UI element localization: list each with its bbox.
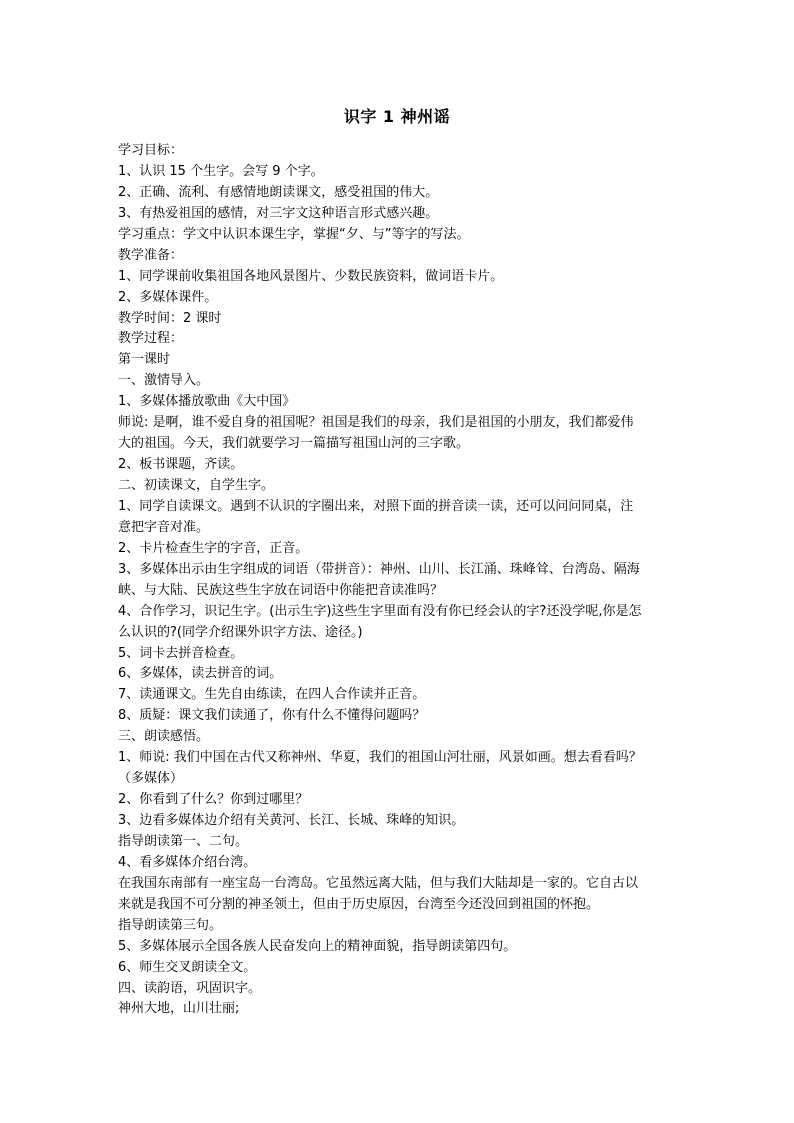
text-line: 一、激情导入。 (118, 373, 210, 389)
text-line: 2、卡片检查生字的字音，正音。 (118, 540, 309, 556)
text-line: 2、你看到了什么？你到过哪里？ (118, 792, 309, 808)
document-body (118, 141, 680, 1020)
text-line: 师说: 是啊，谁不爱自身的祖国呢？祖国是我们的母亲，我们是祖国的小朋友，我们都爱伟 (118, 415, 634, 431)
text-line: 1、认识 15 个生字。会写 9 个字。 (118, 163, 324, 179)
text-line: 大的祖国。今天，我们就要学习一篇描写祖国山河的三字歌。 (118, 436, 470, 452)
text-line: 峡、与大陆、民族这些生字放在词语中你能把音读准吗？ (118, 582, 444, 598)
text-line: 么认识的?(同学介绍课外识字方法、途径。) (118, 624, 363, 640)
text-line: 5、词卡去拼音检查。 (118, 645, 244, 661)
text-line: 5、多媒体展示全国各族人民奋发向上的精神面貌，指导朗读第四句。 (118, 938, 517, 954)
text-line: 3、边看多媒体边介绍有关黄河、长江、长城、珠峰的知识。 (118, 813, 465, 828)
text-line: 3、有热爱祖国的感情，对三字文这种语言形式感兴趣。 (118, 205, 439, 221)
text-line: 6、多媒体，读去拼音的词。 (118, 666, 283, 682)
text-line: 教学时间：2 课时 (118, 310, 222, 326)
text-line: 2、正确、流利、有感情地朗读课文，感受祖国的伟大。 (118, 184, 439, 200)
text-line: 教学过程： (118, 331, 184, 347)
text-line: 教学准备： (118, 247, 184, 263)
text-line: 神州大地，山川壮丽; (118, 1001, 240, 1017)
text-line: 三、朗读感悟。 (118, 729, 210, 745)
text-line: 来就是我国不可分割的神圣领土，但由于历史原因，台湾至今还没回到祖国的怀抱。 (118, 896, 600, 912)
text-line: 第一课时 (118, 352, 171, 368)
text-line: 四、读韵语，巩固识字。 (118, 980, 262, 996)
text-line: 1、同学自读课文。遇到不认识的字圈出来，对照下面的拼音读一读，还可以问问同桌，注 (118, 498, 634, 514)
text-line: 指导朗读第三句。 (118, 917, 223, 933)
text-line: 4、合作学习，识记生字。(出示生字)这些生字里面有没有你已经会认的字?还没学呢,你是怎 (118, 603, 642, 619)
text-line: 1、师说: 我们中国在古代又称神州、华夏，我们的祖国山河壮丽，风景如画。想去看看吗？ (118, 750, 642, 766)
text-line: 7、读通课文。生先自由练读，在四人合作读并正音。 (118, 687, 426, 703)
text-line: 8、质疑：课文我们读通了，你有什么不懂得问题吗？ (118, 708, 426, 724)
text-line: 4、看多媒体介绍台湾。 (118, 854, 257, 870)
text-line: 意把字音对准。 (118, 519, 210, 535)
text-line: 2、板书课题，齐读。 (118, 457, 244, 473)
text-line: （多媒体） (118, 771, 184, 787)
text-line: 二、初读课文，自学生字。 (118, 478, 275, 493)
text-line: 1、同学课前收集祖国各地风景图片、少数民族资料，做词语卡片。 (118, 268, 504, 284)
text-line: 1、多媒体播放歌曲《大中国》 (118, 394, 296, 410)
text-line: 学习重点：学文中认识本课生字，掌握“夕、与”等字的写法。 (118, 226, 470, 242)
text-line: 6、师生交叉朗读全文。 (118, 959, 257, 975)
text-line: 学习目标： (118, 143, 184, 158)
text-line: 指导朗读第一、二句。 (118, 833, 249, 849)
text-line: 在我国东南部有一座宝岛一台湾岛。它虽然远离大陆，但与我们大陆却是一家的。它自古以 (118, 875, 639, 891)
document-title: 识字 1 神州谣 (343, 107, 451, 126)
text-line: 3、多媒体出示由生字组成的词语（带拼音）：神州、山川、长江涌、珠峰耸、台湾岛、隔海 (118, 561, 640, 577)
text-line: 2、多媒体课件。 (118, 289, 218, 305)
